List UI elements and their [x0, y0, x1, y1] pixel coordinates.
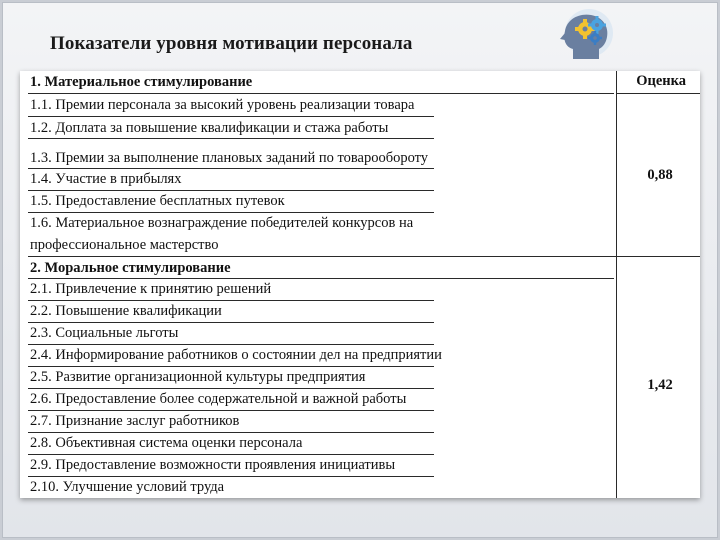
motivation-table: [20, 71, 700, 498]
table-row: 2.8. Объективная система оценки персонала: [30, 435, 303, 451]
head-gears-icon: [551, 7, 621, 67]
table-row: 1.6. Материальное вознаграждение победителей конкурсов на профессиональное мастерство: [30, 215, 414, 253]
table-row: 1.4. Участие в прибылях: [30, 171, 182, 187]
slide: [2, 2, 718, 538]
table-row: 2.2. Повышение квалификации: [30, 303, 222, 319]
page-title: Показатели уровня мотивации персонала: [50, 33, 413, 54]
section1-score: 0,88: [647, 167, 673, 183]
section2-score: 1,42: [647, 377, 673, 393]
table-row: 2.3. Социальные льготы: [30, 325, 179, 341]
section1-title: 1. Материальное стимулирование: [30, 74, 253, 90]
table-row: 2.7. Признание заслуг работников: [30, 413, 240, 429]
table-row: 2.10. Улучшение условий труда: [30, 479, 225, 495]
table-row: 2.1. Привлечение к принятию решений: [30, 281, 272, 297]
table-row: 2.6. Предоставление более содержательной и важной работы: [30, 391, 407, 407]
table-row: 1.1. Премии персонала за высокий уровень реализации товара: [30, 97, 415, 113]
section2-title: 2. Моральное стимулирование: [30, 260, 231, 276]
score-header: Оценка: [636, 73, 686, 89]
table-row: 2.5. Развитие организационной культуры предприятия: [30, 369, 366, 385]
table-row: 1.3. Премии за выполнение плановых заданий по товарообороту: [30, 150, 429, 166]
table-row: 2.9. Предоставление возможности проявления инициативы: [30, 457, 396, 473]
table-row: 1.2. Доплата за повышение квалификации и стажа работы: [30, 120, 389, 136]
table-row: 1.5. Предоставление бесплатных путевок: [30, 193, 285, 209]
table-row: 2.4. Информирование работников о состоянии дел на предприятии: [30, 347, 442, 363]
